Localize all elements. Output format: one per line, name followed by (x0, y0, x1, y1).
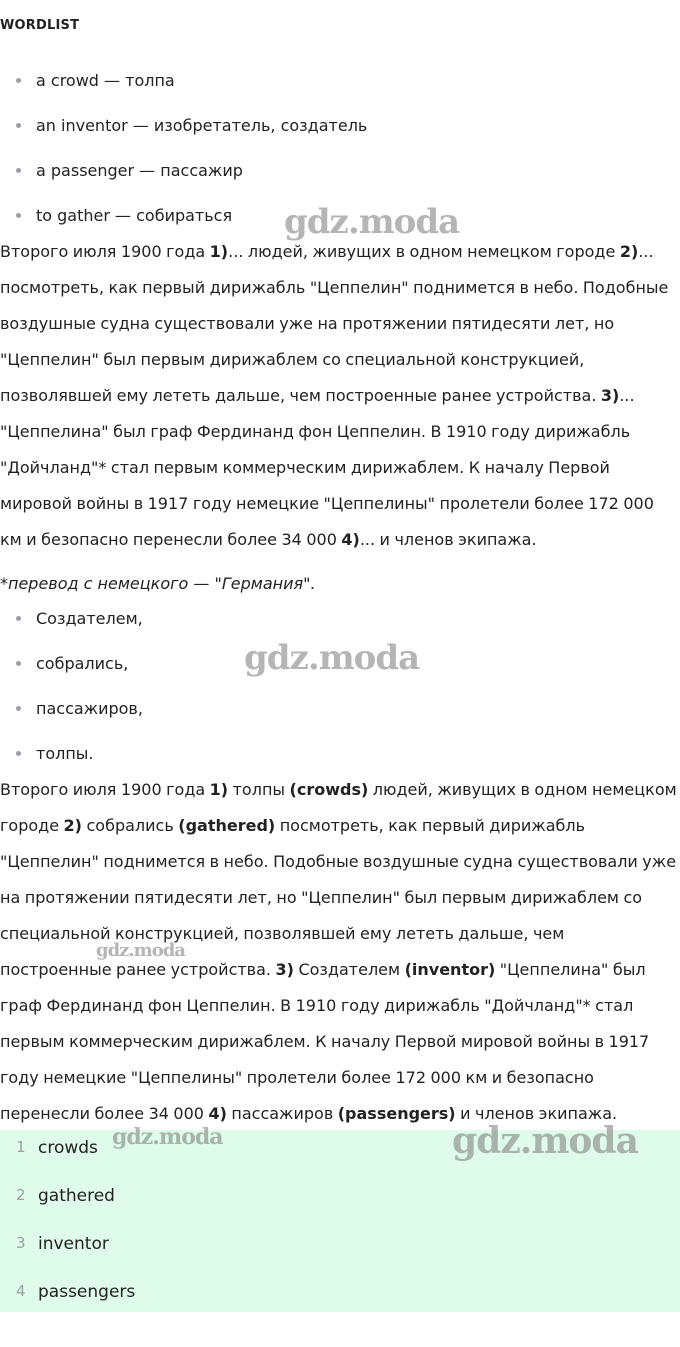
wordlist-title: WORDLIST (0, 18, 80, 33)
answer-text: crowds (38, 1138, 98, 1158)
solution-text: Создателем (293, 960, 405, 979)
answer-number: 2 (16, 1186, 26, 1204)
answer-text: passengers (38, 1282, 136, 1302)
solution-text: Второго июля 1900 года (0, 780, 210, 799)
option-item: Создателем, (0, 600, 143, 645)
watermark: gdz.moda (244, 638, 420, 678)
solution-text: "Цеппелина" был граф Фердинанд фон Цеппелин. В 1910 году дирижабль "Дойчланд"* стал первым коммерческим дирижаблем. К началу Первой мировой войны в 1917 году немецкие "Цеппелины" пролетели более 172 000 км и безопасно перенесли более 34 000 (0, 960, 650, 1123)
answer-english: (inventor) (404, 960, 496, 979)
footnote: *перевод с немецкого — "Германия". (0, 574, 316, 593)
watermark: gdz.moda (112, 1124, 223, 1150)
wordlist-item: a crowd — толпа (0, 62, 367, 107)
gap-marker: 2) (63, 816, 82, 835)
answer-number: 3 (16, 1234, 26, 1252)
gap-marker: 2) (619, 242, 639, 261)
gap-marker: 1) (209, 780, 229, 799)
option-item: толпы. (0, 735, 143, 780)
solution-text: собрались (82, 816, 179, 835)
answer-text: gathered (38, 1186, 115, 1206)
answer-english: (gathered) (178, 816, 276, 835)
wordlist-item: an inventor — изобретатель, создатель (0, 107, 367, 152)
task-text: Второго июля 1900 года (0, 242, 210, 261)
solution-text: посмотреть, как первый дирижабль "Цеппелин" поднимется в небо. Подобные воздушные судна существовали уже на протяжении пятидесяти лет, но "Цеппелин" был первым дирижаблем со специальной конструкцией, позволявшей ему лететь дальше, чем построенные ранее устройства. (0, 816, 677, 979)
task-text: ... "Цеппелина" был граф Фердинанд фон Цеппелин. В 1910 году дирижабль "Дойчланд"* стал первым коммерческим дирижаблем. К началу Первой мировой войны в 1917 году немецкие "Цеппелины" пролетели более 172 000 км и безопасно перенесли более 34 000 (0, 386, 654, 549)
watermark: gdz.moda (452, 1120, 638, 1162)
solution-text: и членов экипажа. (455, 1104, 618, 1123)
solution-text: толпы (228, 780, 290, 799)
answer-english: (crowds) (289, 780, 369, 799)
solution-text: людей, живущих в одном немецком городе (0, 780, 677, 835)
answer-text: inventor (38, 1234, 109, 1254)
answer-number: 1 (16, 1138, 26, 1156)
answer-number: 4 (16, 1282, 26, 1300)
wordlist-item: to gather — собираться (0, 197, 367, 242)
task-text: ... людей, живущих в одном немецком городе (228, 242, 620, 261)
option-item: собрались, (0, 645, 143, 690)
options-list (0, 600, 143, 780)
task-paragraph (0, 234, 678, 558)
solution-text: пассажиров (226, 1104, 338, 1123)
gap-marker: 4) (341, 530, 360, 549)
watermark: gdz.moda (284, 202, 460, 242)
task-text: ... и членов экипажа. (359, 530, 537, 549)
gap-marker: 4) (208, 1104, 227, 1123)
gap-marker: 3) (600, 386, 620, 405)
gap-marker: 3) (275, 960, 294, 979)
gap-marker: 1) (209, 242, 229, 261)
option-item: пассажиров, (0, 690, 143, 735)
task-text: ... посмотреть, как первый дирижабль "Цеппелин" поднимется в небо. Подобные воздушные судна существовали уже на протяжении пятидесяти лет, но "Цеппелин" был первым дирижаблем со специальной конструкцией, позволявшей ему лететь дальше, чем построенные ранее устройства. (0, 242, 669, 405)
answer-english: (passengers) (337, 1104, 456, 1123)
wordlist-item: a passenger — пассажир (0, 152, 367, 197)
watermark: gdz.moda (96, 940, 185, 961)
